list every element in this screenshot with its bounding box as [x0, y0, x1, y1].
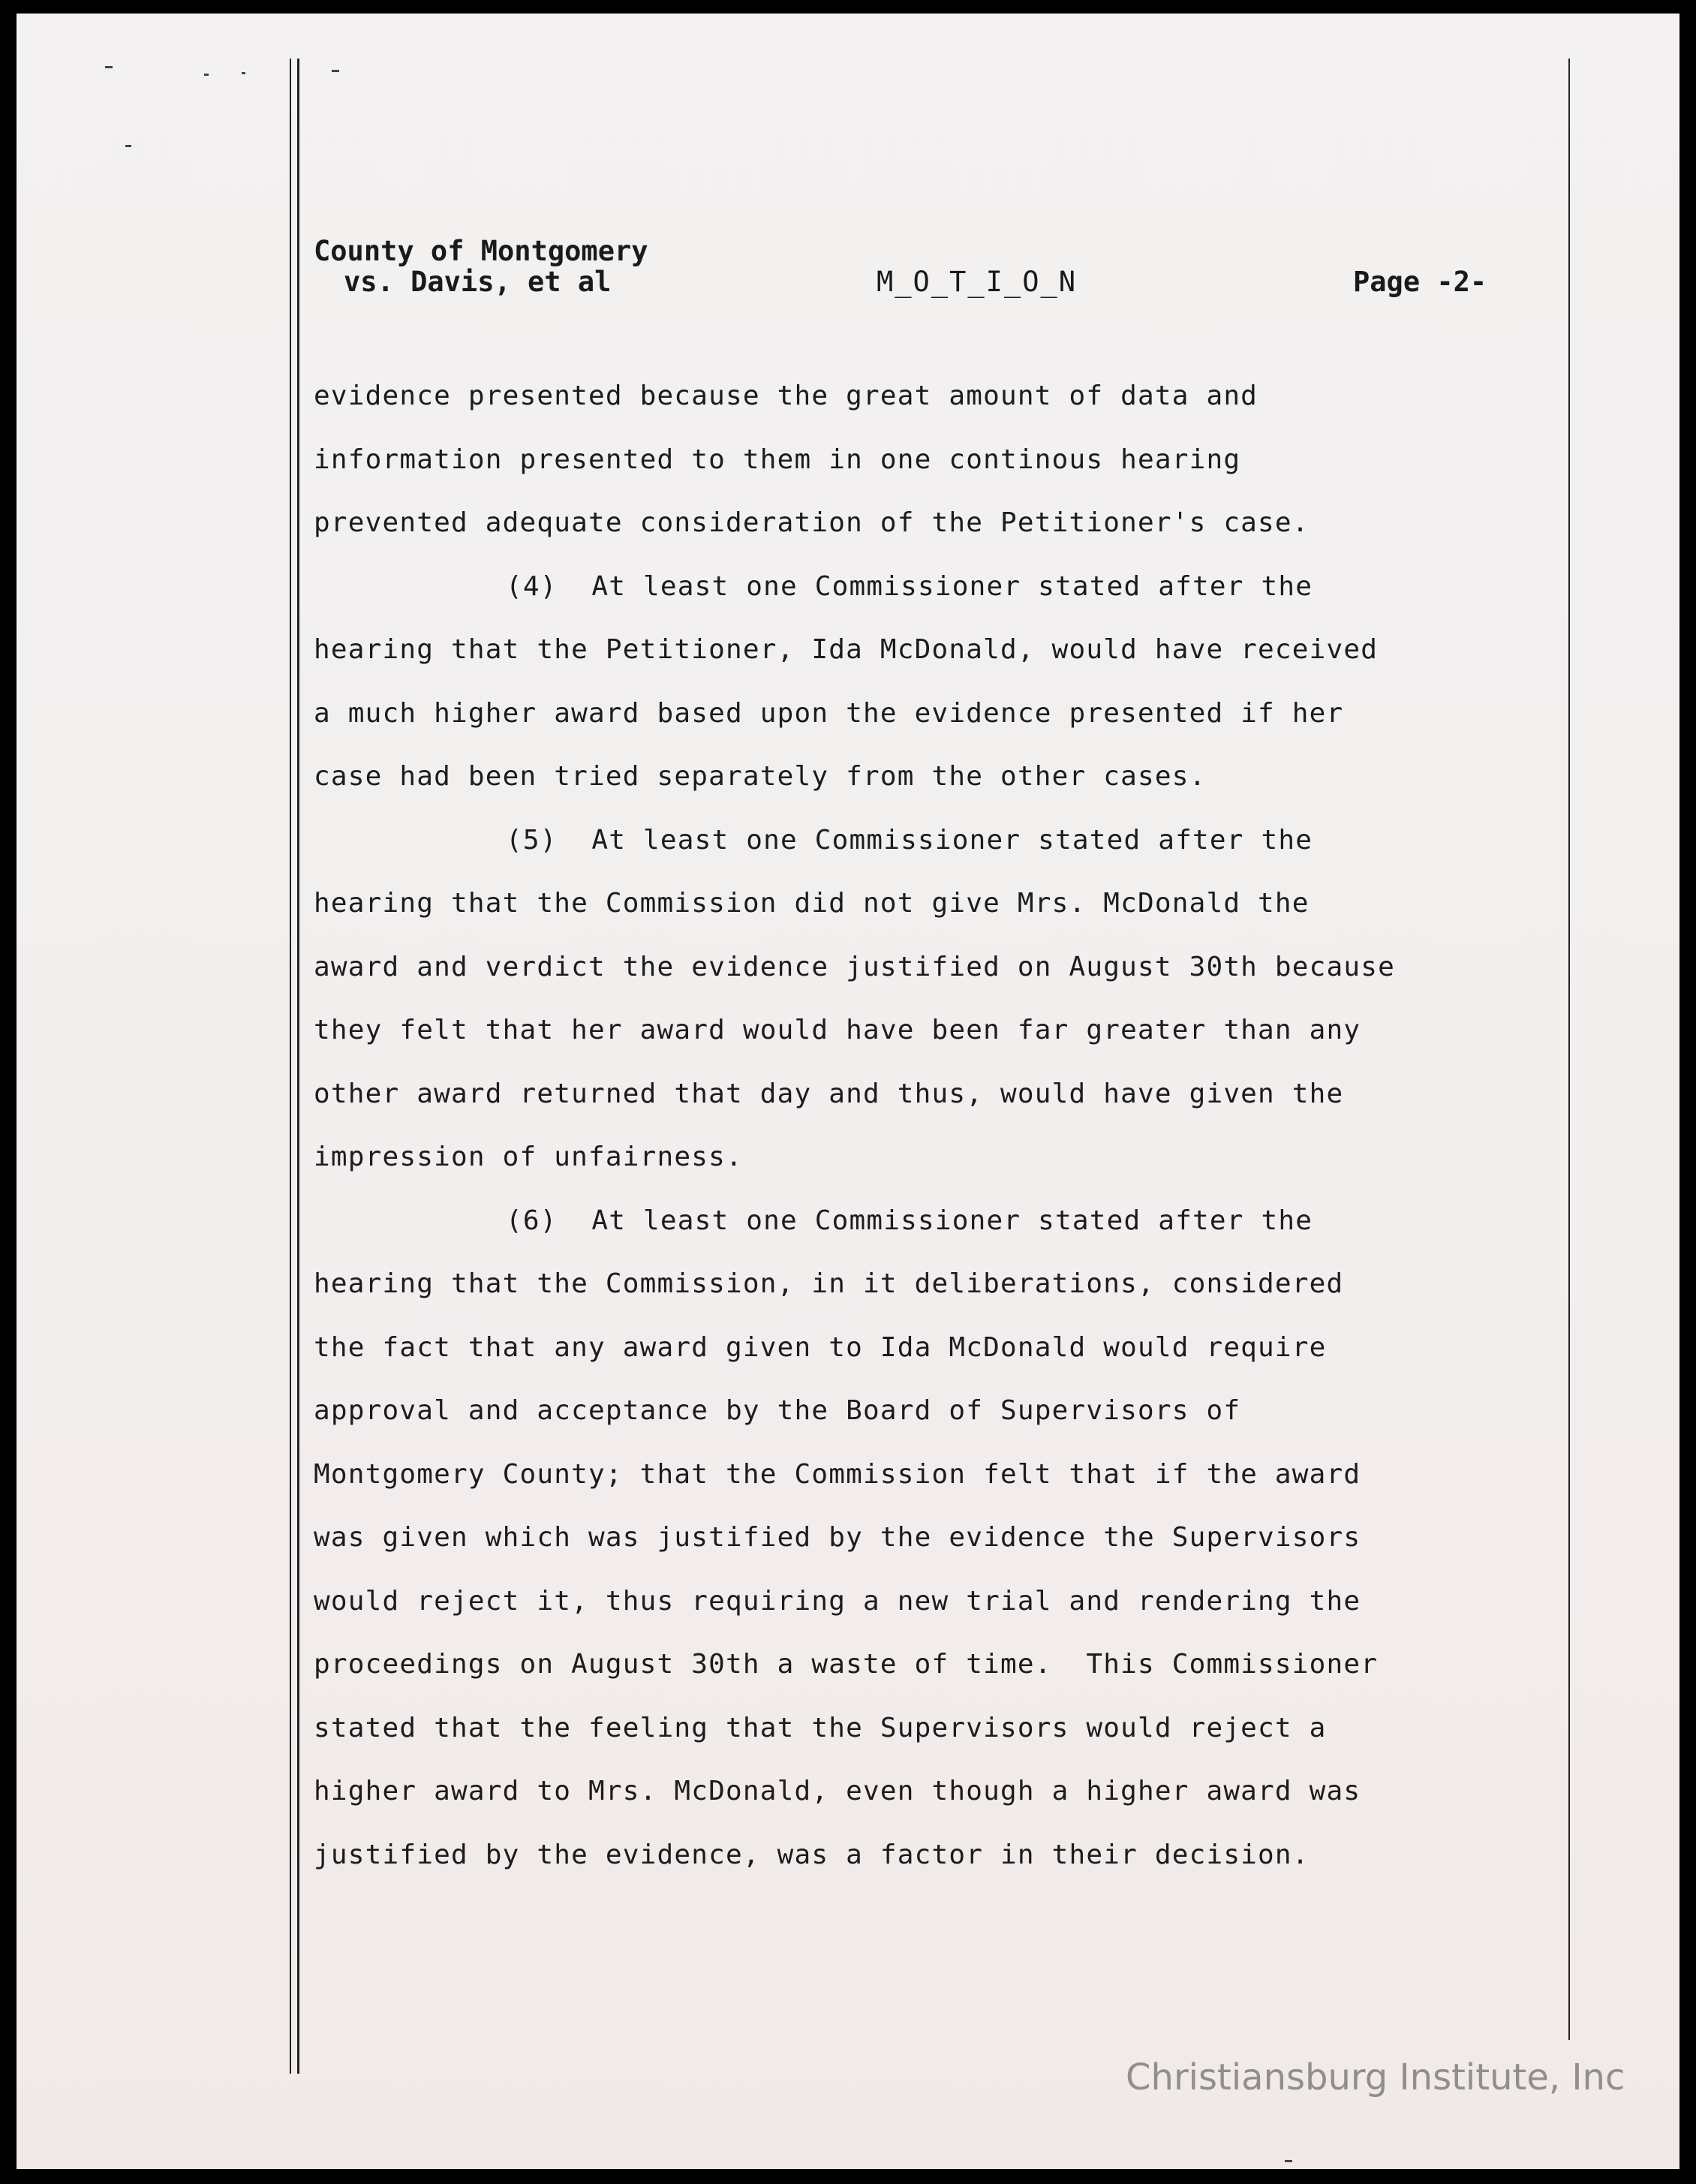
- case-caption-line-1: County of Montgomery: [314, 235, 648, 267]
- case-caption-header: [314, 235, 1514, 317]
- text-line: approval and acceptance by the Board of Supervisors of: [314, 1395, 1241, 1426]
- text-line: information presented to them in one continous hearing: [314, 444, 1241, 475]
- document-type-title: M_O_T_I_O_N: [877, 266, 1078, 298]
- paragraph-4-start: (4) At least one Commissioner stated after the: [506, 570, 1313, 602]
- right-margin-rule: [1568, 59, 1570, 2040]
- text-line: Montgomery County; that the Commission felt that if the award: [314, 1458, 1361, 1490]
- text-line: hearing that the Commission, in it deliberations, considered: [314, 1268, 1344, 1299]
- left-margin-rule-double: [297, 59, 299, 2074]
- text-line: impression of unfairness.: [314, 1142, 743, 1172]
- text-line: award and verdict the evidence justified on August 30th because: [314, 951, 1396, 982]
- scan-speck: [332, 70, 339, 72]
- text-line: would reject it, thus requiring a new trial and rendering the: [314, 1585, 1361, 1617]
- text-line: the fact that any award given to Ida McDonald would require: [314, 1331, 1327, 1363]
- text-line: evidence presented because the great amount of data and: [314, 381, 1258, 411]
- left-margin-rule: [290, 59, 291, 2074]
- scan-speck: [125, 145, 131, 147]
- scan-speck: [242, 72, 245, 74]
- text-line: hearing that the Petitioner, Ida McDonald, would have received: [314, 634, 1379, 665]
- scan-speck: [1285, 2160, 1292, 2162]
- text-line: was given which was justified by the evidence the Supervisors: [314, 1522, 1361, 1553]
- motion-body-text: [314, 365, 1544, 1887]
- text-line: hearing that the Commission did not give Mrs. McDonald the: [314, 888, 1310, 919]
- text-line: higher award to Mrs. McDonald, even though a higher award was: [314, 1776, 1361, 1806]
- paragraph-6-start: (6) At least one Commissioner stated after the: [506, 1205, 1313, 1236]
- text-line: they felt that her award would have been far greater than any: [314, 1015, 1361, 1045]
- text-line: a much higher award based upon the evidence presented if her: [314, 697, 1344, 729]
- text-line: other award returned that day and thus, would have given the: [314, 1078, 1344, 1109]
- text-line: prevented adequate consideration of the Petitioner's case.: [314, 507, 1310, 538]
- scan-speck: [105, 66, 113, 68]
- case-caption-line-2: vs. Davis, et al: [344, 266, 612, 298]
- text-line: stated that the feeling that the Supervisors would reject a: [314, 1712, 1327, 1743]
- scan-speck: [204, 74, 209, 76]
- text-line: case had been tried separately from the other cases.: [314, 761, 1207, 792]
- paragraph-5-start: (5) At least one Commissioner stated after the: [506, 824, 1313, 856]
- page-number: Page -2-: [1353, 266, 1487, 298]
- archive-watermark: Christiansburg Institute, Inc: [1126, 2056, 1625, 2098]
- text-line: proceedings on August 30th a waste of time. This Commissioner: [314, 1649, 1379, 1680]
- text-line: justified by the evidence, was a factor in their decision.: [314, 1839, 1310, 1870]
